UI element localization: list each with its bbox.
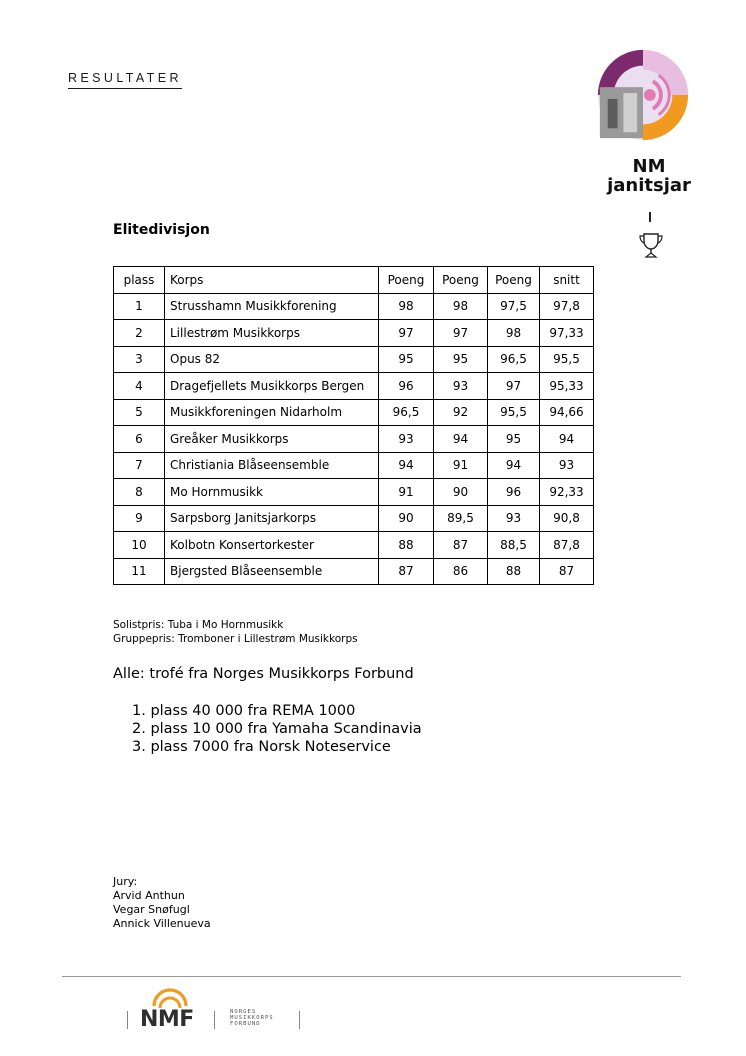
footer-separator (299, 1011, 300, 1029)
logo-title-line2: janitsjar (607, 175, 691, 196)
nmf-subtitle-line: MUSIKKORPS (230, 1015, 274, 1022)
table-cell: 89,5 (434, 505, 488, 532)
footer-separator (127, 1011, 128, 1029)
table-row (114, 479, 594, 506)
table-cell: 90,8 (540, 505, 594, 532)
table-cell: 88 (379, 532, 434, 559)
page-header-label: RESULTATER (68, 71, 182, 89)
table-row (114, 505, 594, 532)
column-header: Poeng (379, 267, 434, 294)
column-header: plass (114, 267, 165, 294)
table-cell: 94,66 (540, 399, 594, 426)
table-cell: 88,5 (488, 532, 540, 559)
table-cell: 8 (114, 479, 165, 506)
table-header-row (114, 267, 594, 294)
table-cell: 95,5 (488, 399, 540, 426)
table-cell: 93 (434, 373, 488, 400)
table-cell: Lillestrøm Musikkorps (165, 320, 379, 347)
table-cell: 86 (434, 558, 488, 585)
table-cell: 97 (379, 320, 434, 347)
table-cell: 97 (434, 320, 488, 347)
table-cell: Christiania Blåseensemble (165, 452, 379, 479)
table-cell: Dragefjellets Musikkorps Bergen (165, 373, 379, 400)
table-cell: Kolbotn Konsertorkester (165, 532, 379, 559)
table-row (114, 399, 594, 426)
table-cell: Mo Hornmusikk (165, 479, 379, 506)
table-cell: 4 (114, 373, 165, 400)
table-row (114, 293, 594, 320)
logo-title-line1: NM (632, 156, 666, 177)
jury-block (113, 875, 211, 931)
table-cell: 94 (434, 426, 488, 453)
table-cell: 96 (488, 479, 540, 506)
table-row (114, 346, 594, 373)
column-header: Poeng (434, 267, 488, 294)
jury-member: Arvid Anthun (113, 889, 185, 902)
table-cell: 87 (434, 532, 488, 559)
table-cell: 11 (114, 558, 165, 585)
table-cell: Sarpsborg Janitsjarkorps (165, 505, 379, 532)
table-row (114, 320, 594, 347)
nmf-wordmark: NMF (140, 1007, 194, 1032)
table-cell: 6 (114, 426, 165, 453)
table-cell: 91 (379, 479, 434, 506)
list-item: 1. plass 40 000 fra REMA 1000 (132, 703, 356, 719)
solo-prize: Solistpris: Tuba i Mo Hornmusikk (113, 619, 284, 631)
trophy-icon (638, 231, 664, 259)
nm-janitsjar-logo (594, 46, 692, 144)
table-cell: 91 (434, 452, 488, 479)
table-cell: 97 (488, 373, 540, 400)
group-prize: Gruppepris: Tromboner i Lillestrøm Musikkorps (113, 633, 358, 645)
table-cell: 93 (540, 452, 594, 479)
table-row (114, 532, 594, 559)
table-row (114, 558, 594, 585)
table-cell: 98 (379, 293, 434, 320)
table-row (114, 373, 594, 400)
table-cell: 9 (114, 505, 165, 532)
table-cell: 3 (114, 346, 165, 373)
jury-member: Vegar Snøfugl (113, 903, 190, 916)
table-cell: 98 (434, 293, 488, 320)
table-cell: 90 (379, 505, 434, 532)
table-cell: 96 (379, 373, 434, 400)
table-cell: 97,33 (540, 320, 594, 347)
table-cell: 95,33 (540, 373, 594, 400)
table-cell: 96,5 (488, 346, 540, 373)
column-header: Korps (165, 267, 379, 294)
table-cell: 92,33 (540, 479, 594, 506)
table-cell: 95,5 (540, 346, 594, 373)
section-title: Elitedivisjon (113, 222, 210, 238)
table-cell: 93 (488, 505, 540, 532)
logo-divider (649, 212, 651, 222)
footer-separator (214, 1011, 215, 1029)
table-cell: 95 (434, 346, 488, 373)
table-cell: Musikkforeningen Nidarholm (165, 399, 379, 426)
table-cell: 96,5 (379, 399, 434, 426)
footer-divider (62, 976, 681, 977)
table-cell: 93 (379, 426, 434, 453)
column-header: Poeng (488, 267, 540, 294)
list-item: 2. plass 10 000 fra Yamaha Scandinavia (132, 721, 422, 737)
table-cell: 98 (488, 320, 540, 347)
table-cell: 97,8 (540, 293, 594, 320)
table-cell: 92 (434, 399, 488, 426)
table-cell: 87 (379, 558, 434, 585)
table-cell: 94 (379, 452, 434, 479)
table-cell: 90 (434, 479, 488, 506)
table-cell: 5 (114, 399, 165, 426)
table-cell: 87,8 (540, 532, 594, 559)
table-row (114, 452, 594, 479)
table-cell: 95 (379, 346, 434, 373)
table-cell: Strusshamn Musikkforening (165, 293, 379, 320)
jury-member: Annick Villenueva (113, 917, 211, 930)
table-cell: 94 (488, 452, 540, 479)
table-cell: 94 (540, 426, 594, 453)
table-cell: 10 (114, 532, 165, 559)
jury-heading: Jury: (113, 875, 138, 888)
table-row (114, 426, 594, 453)
logo-title (600, 157, 698, 195)
table-cell: 97,5 (488, 293, 540, 320)
nmf-subtitle-line: NORGES (230, 1009, 257, 1015)
table-cell: 95 (488, 426, 540, 453)
table-cell: 7 (114, 452, 165, 479)
placement-prize-list (132, 702, 422, 756)
table-cell: Opus 82 (165, 346, 379, 373)
table-cell: 1 (114, 293, 165, 320)
table-cell: Greåker Musikkorps (165, 426, 379, 453)
nmf-subtitle-line: FORBUND (230, 1021, 261, 1028)
table-cell: Bjergsted Blåseensemble (165, 558, 379, 585)
results-table (113, 266, 594, 585)
table-cell: 87 (540, 558, 594, 585)
trophy-prize-line: Alle: trofé fra Norges Musikkorps Forbund (113, 666, 414, 682)
table-cell: 2 (114, 320, 165, 347)
table-cell: 88 (488, 558, 540, 585)
column-header: snitt (540, 267, 594, 294)
nmf-subtitle (230, 1009, 274, 1028)
list-item: 3. plass 7000 fra Norsk Noteservice (132, 739, 391, 755)
special-prizes (113, 618, 358, 646)
